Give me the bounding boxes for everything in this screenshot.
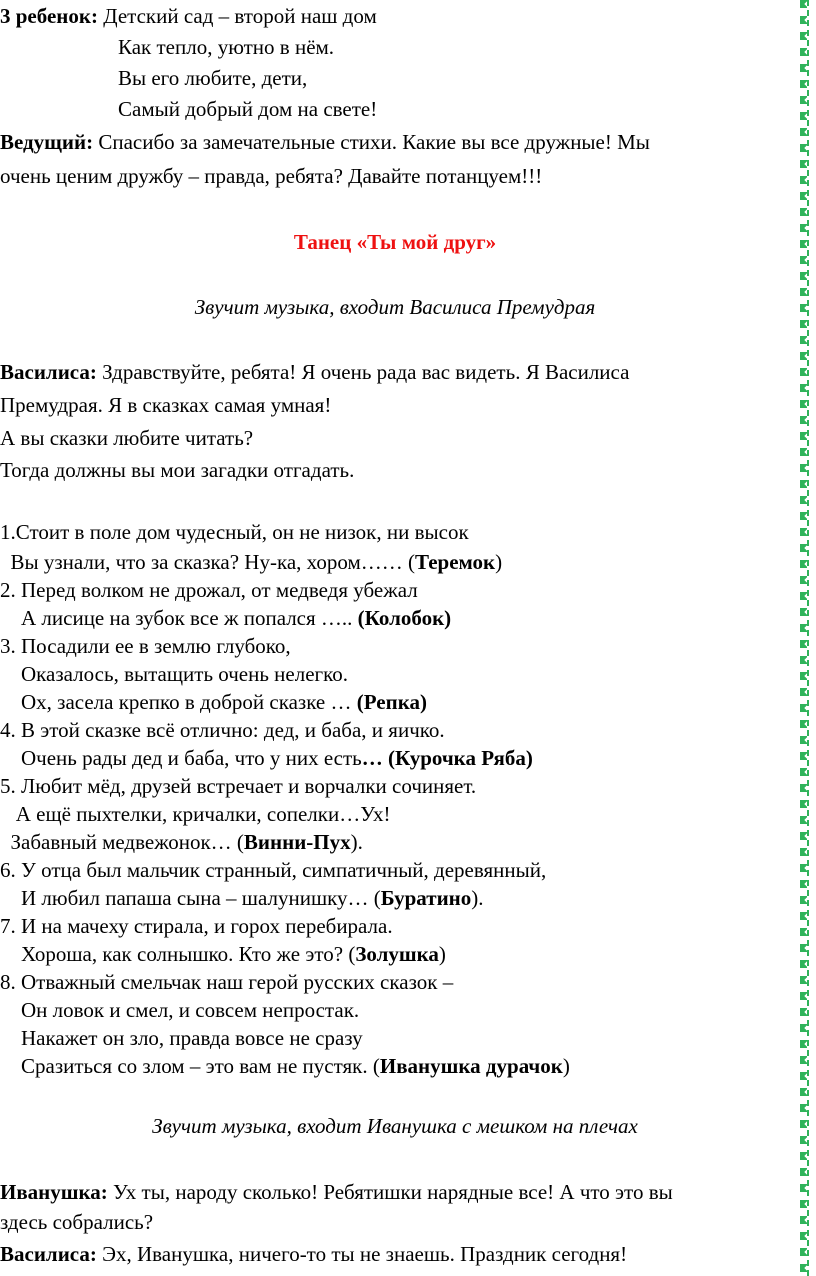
riddle-6-line1: 6. У отца был мальчик странный, симпатичный, деревянный, bbox=[0, 858, 547, 882]
dance-title: Танец «Ты мой друг» bbox=[293, 230, 497, 254]
riddle-4-line1: 4. В этой сказке всё отлично: дед, и баба, и яичко. bbox=[0, 718, 445, 742]
riddle-answer: Золушка bbox=[355, 942, 439, 966]
riddle-7-line2: Хороша, как солнышко. Кто же это? (Золушка) bbox=[0, 942, 446, 966]
riddle-answer: Теремок bbox=[415, 550, 496, 574]
host-line1: Ведущий: Спасибо за замечательные стихи. Какие вы все дружные! Мы bbox=[0, 130, 650, 154]
vasilisa-line1: Василиса: Здравствуйте, ребята! Я очень рада вас видеть. Я Василиса bbox=[0, 360, 630, 384]
speaker-label: 3 ребенок: bbox=[0, 4, 98, 28]
vasilisa-line5: Василиса: Эх, Иванушка, ничего-то ты не знаешь. Праздник сегодня! bbox=[0, 1242, 628, 1266]
vasilisa-line2: Премудрая. Я в сказках самая умная! bbox=[0, 393, 332, 417]
riddle-1-line2: Вы узнали, что за сказка? Ну-ка, хором…… (Теремок) bbox=[0, 550, 503, 574]
decorative-border bbox=[800, 0, 816, 1276]
riddle-3-line2: Оказалось, вытащить очень нелегко. bbox=[0, 662, 349, 686]
riddle-answer: (Репка) bbox=[356, 690, 427, 714]
riddle-answer: Буратино bbox=[380, 886, 472, 910]
child3-line3: Вы его любите, дети, bbox=[118, 66, 308, 90]
riddle-3-line3: Ох, засела крепко в доброй сказке … (Репка) bbox=[0, 690, 427, 714]
speaker-label: Ведущий: bbox=[0, 130, 94, 154]
riddle-2-line2: А лисице на зубок все ж попался ….. (Колобок) bbox=[0, 606, 452, 630]
stage-direction: Звучит музыка, входит Иванушка с мешком на плечах bbox=[152, 1114, 638, 1138]
riddle-8-line2: Он ловок и смел, и совсем непростак. bbox=[0, 998, 360, 1022]
riddle-answer: … (Курочка Ряба) bbox=[361, 746, 533, 770]
riddle-6-line2: И любил папаша сына – шалунишку… (Буратино). bbox=[0, 886, 484, 910]
riddle-4-line2: Очень рады дед и баба, что у них есть… (Курочка Ряба) bbox=[0, 746, 533, 770]
speaker-label: Иванушка: bbox=[0, 1180, 108, 1204]
riddle-5-line2: А ещё пыхтелки, кричалки, сопелки…Ух! bbox=[0, 802, 391, 826]
child3-line1: 3 ребенок: Детский сад – второй наш дом bbox=[0, 4, 377, 28]
child3-line4: Самый добрый дом на свете! bbox=[118, 97, 378, 121]
riddle-8-line1: 8. Отважный смельчак наш герой русских сказок – bbox=[0, 970, 454, 994]
child3-line2: Как тепло, уютно в нём. bbox=[118, 35, 335, 59]
host-line2: очень ценим дружбу – правда, ребята? Давайте потанцуем!!! bbox=[0, 164, 543, 188]
riddle-7-line1: 7. И на мачеху стирала, и горох перебирала. bbox=[0, 914, 393, 938]
riddle-8-line4: Сразиться со злом – это вам не пустяк. (Иванушка дурачок) bbox=[0, 1054, 570, 1078]
riddle-3-line1: 3. Посадили ее в землю глубоко, bbox=[0, 634, 291, 658]
stage-direction: Звучит музыка, входит Василиса Премудрая bbox=[194, 295, 596, 319]
vasilisa-line3: А вы сказки любите читать? bbox=[0, 426, 254, 450]
riddle-1-line1: 1.Стоит в поле дом чудесный, он не низок, ни высок bbox=[0, 520, 469, 544]
riddle-answer: Иванушка дурачок bbox=[379, 1054, 563, 1078]
riddle-5-line3: Забавный медвежонок… (Винни-Пух). bbox=[0, 830, 363, 854]
speaker-label: Василиса: bbox=[0, 1242, 97, 1266]
riddle-5-line1: 5. Любит мёд, друзей встречает и ворчалки сочиняет. bbox=[0, 774, 477, 798]
speaker-label: Василиса: bbox=[0, 360, 97, 384]
ivanushka-line2: здесь собрались? bbox=[0, 1210, 154, 1234]
riddle-answer: (Колобок) bbox=[357, 606, 452, 630]
ivanushka-line1: Иванушка: Ух ты, народу сколько! Ребятишки нарядные все! А что это вы bbox=[0, 1180, 673, 1204]
vasilisa-line4: Тогда должны вы мои загадки отгадать. bbox=[0, 458, 355, 482]
riddle-2-line1: 2. Перед волком не дрожал, от медведя убежал bbox=[0, 578, 418, 602]
riddle-8-line3: Накажет он зло, правда вовсе не сразу bbox=[0, 1026, 363, 1050]
riddle-answer: Винни-Пух bbox=[243, 830, 351, 854]
